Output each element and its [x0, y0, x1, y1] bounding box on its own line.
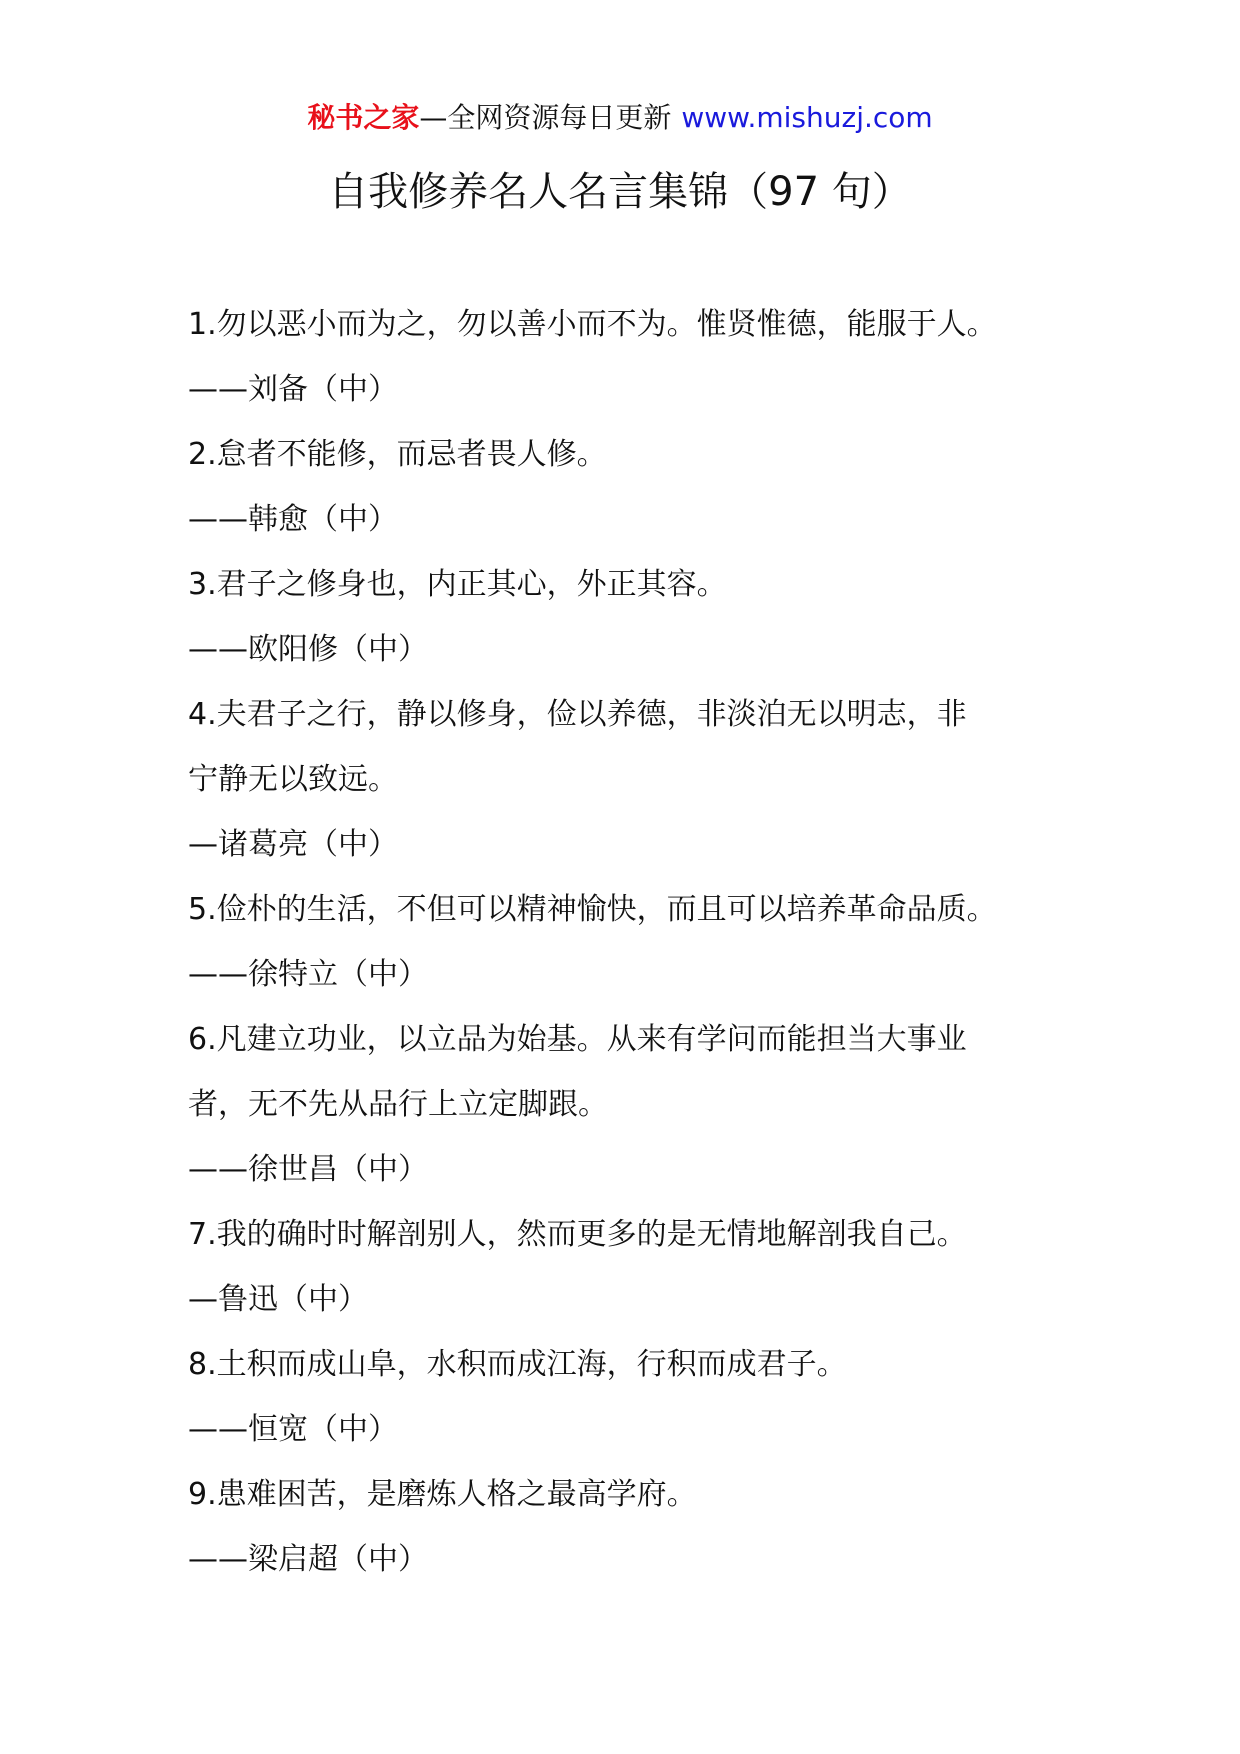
site-brand: 秘书之家: [307, 101, 420, 134]
site-url-link[interactable]: www.mishuzj.com: [681, 101, 933, 134]
quote-text: 4.夫君子之行，静以修身，俭以养德，非淡泊无以明志，非: [188, 697, 967, 732]
quote-author: ——韩愈（中）: [188, 502, 398, 537]
quote-text: 3.君子之修身也，内正其心，外正其容。: [188, 567, 727, 602]
quote-text: 7.我的确时时解剖别人，然而更多的是无情地解剖我自己。: [188, 1217, 967, 1252]
site-header: [0, 98, 1240, 138]
quote-text: 2.怠者不能修，而忌者畏人修。: [188, 437, 607, 472]
quote-author: ——恒宽（中）: [188, 1412, 398, 1447]
quote-author: —诸葛亮（中）: [188, 827, 398, 862]
site-tagline: —全网资源每日更新: [419, 101, 672, 134]
quote-author: —鲁迅（中）: [188, 1282, 368, 1317]
quote-text: 9.患难困苦，是磨炼人格之最高学府。: [188, 1477, 697, 1512]
document-title: 自我修养名人名言集锦（97 句）: [328, 169, 912, 215]
quote-text-continued: 者，无不先从品行上立定脚跟。: [188, 1087, 608, 1122]
quote-text: 1.勿以恶小而为之，勿以善小而不为。惟贤惟德，能服于人。: [188, 307, 997, 342]
quote-list: [188, 292, 1068, 1592]
quote-author: ——刘备（中）: [188, 372, 398, 407]
quote-author: ——徐特立（中）: [188, 957, 428, 992]
quote-text: 5.俭朴的生活，不但可以精神愉快，而且可以培养革命品质。: [188, 892, 997, 927]
quote-author: ——欧阳修（中）: [188, 632, 428, 667]
quote-author: ——徐世昌（中）: [188, 1152, 428, 1187]
quote-text: 8.土积而成山阜，水积而成江海，行积而成君子。: [188, 1347, 847, 1382]
quote-text: 6.凡建立功业，以立品为始基。从来有学问而能担当大事业: [188, 1022, 967, 1057]
quote-text-continued: 宁静无以致远。: [188, 762, 398, 797]
quote-author: ——梁启超（中）: [188, 1542, 428, 1577]
